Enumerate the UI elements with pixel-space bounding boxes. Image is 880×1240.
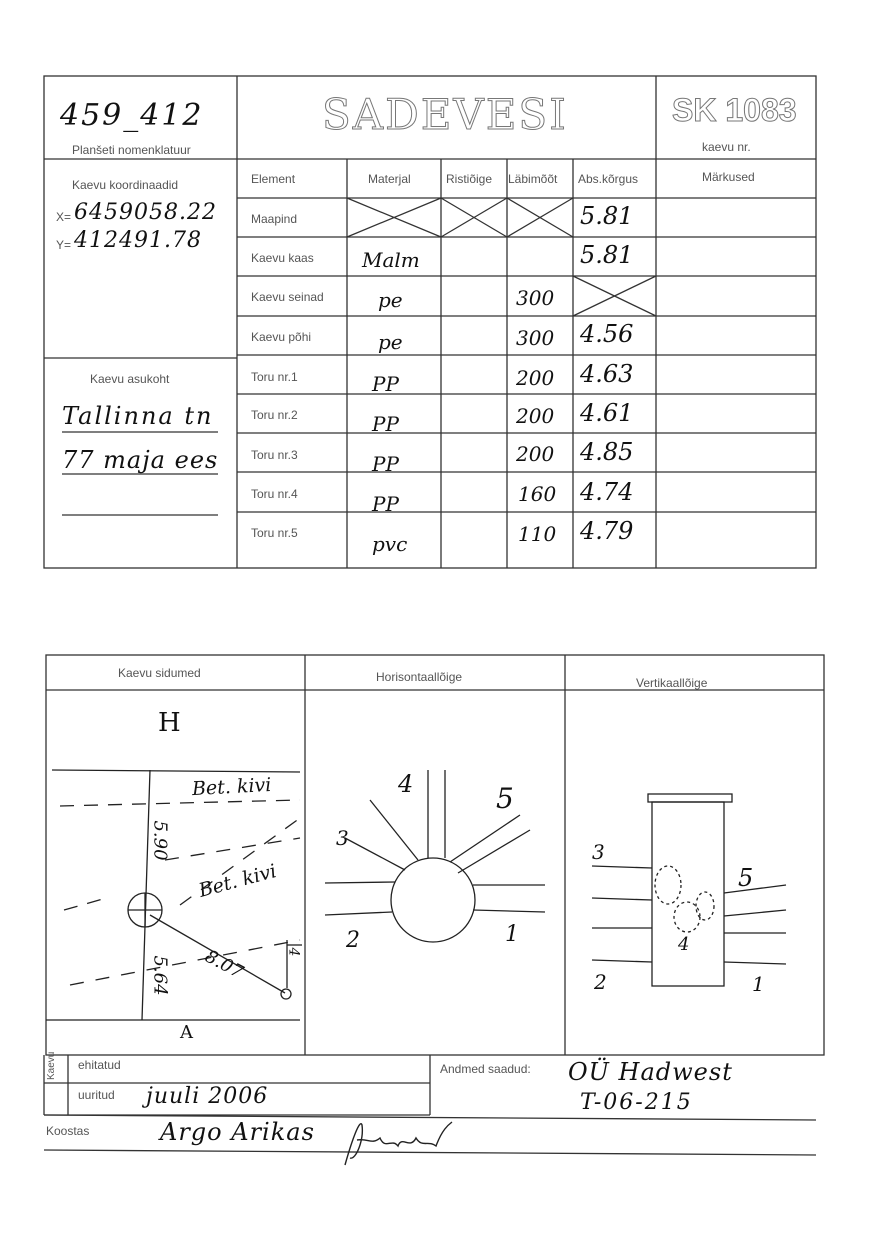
pipe-number-2: 2 xyxy=(594,970,607,994)
distance-up: 5.90 xyxy=(149,820,171,861)
page-title: SADEVESI xyxy=(322,90,568,139)
row-material-value: Malm xyxy=(362,248,420,272)
vertical-section-label: Vertikaallõige xyxy=(636,676,708,690)
col-header-diameter: Läbimõõt xyxy=(508,172,558,186)
row-height-value: 5.81 xyxy=(580,202,634,230)
location-line-1: Tallinna tn xyxy=(62,402,214,430)
row-material-value: PP xyxy=(372,492,399,516)
pipe-number-4: 4 xyxy=(678,934,690,955)
row-element-label: Toru nr.4 xyxy=(251,487,298,501)
pipe-number-1: 1 xyxy=(752,972,765,996)
horizontal-section-label: Horisontaallõige xyxy=(376,670,463,684)
surveyed-value: juuli 2006 xyxy=(146,1084,269,1109)
row-material-value: pe xyxy=(378,288,403,312)
distance-diagonal: 8.07 xyxy=(201,945,247,984)
row-diameter-value: 300 xyxy=(516,326,555,350)
vertical-sketch xyxy=(592,794,786,986)
pipe-number-4: 4 xyxy=(398,770,414,798)
data-source-company: OÜ Hadwest xyxy=(568,1058,733,1086)
y-prefix: Y= xyxy=(56,238,72,252)
row-material-value: pe xyxy=(378,330,403,354)
row-material-value: PP xyxy=(372,412,399,436)
x-coordinate-value: 6459058.22 xyxy=(74,200,217,225)
ties-section-label: Kaevu sidumed xyxy=(118,666,201,680)
y-coordinate-value: 412491.78 xyxy=(74,228,202,253)
pipe-number-5: 5 xyxy=(738,864,754,892)
row-material-value: PP xyxy=(372,372,399,396)
row-diameter-value: 200 xyxy=(516,366,555,390)
data-source-label: Andmed saadud: xyxy=(440,1062,531,1076)
row-diameter-value: 200 xyxy=(516,404,555,428)
built-label: ehitatud xyxy=(78,1058,121,1072)
row-height-value: 5.81 xyxy=(580,241,634,269)
col-header-element: Element xyxy=(251,172,296,186)
well-number-value: SK 1083 xyxy=(672,92,797,128)
pipe-number-2: 2 xyxy=(346,928,360,953)
row-height-value: 4.79 xyxy=(580,517,634,545)
row-material-value: PP xyxy=(372,452,399,476)
compiled-label: Koostas xyxy=(46,1124,90,1138)
row-material-value: pvc xyxy=(372,532,408,556)
col-header-height: Abs.kõrgus xyxy=(578,172,639,186)
surveyed-label: uuritud xyxy=(78,1088,115,1102)
pipe-number-3: 3 xyxy=(592,840,605,864)
row-height-value: 4.63 xyxy=(580,360,634,388)
pipe-number-5: 5 xyxy=(496,782,514,815)
row-height-value: 4.85 xyxy=(580,438,634,466)
row-element-label: Toru nr.5 xyxy=(251,526,298,540)
footer-side-label: Kaevu xyxy=(46,1051,57,1080)
row-height-value: 4.56 xyxy=(580,320,634,348)
row-diameter-value: 200 xyxy=(516,442,555,466)
row-element-label: Maapind xyxy=(251,212,298,226)
signature xyxy=(345,1122,452,1165)
row-diameter-value: 300 xyxy=(516,286,555,310)
col-header-notes: Märkused xyxy=(702,170,755,184)
row-element-label: Toru nr.1 xyxy=(251,370,298,384)
pipe-number-3: 3 xyxy=(336,826,349,850)
north-mark: H xyxy=(158,708,181,738)
row-element-label: Kaevu kaas xyxy=(251,251,314,265)
col-header-material: Materjal xyxy=(368,172,411,186)
location-label: Kaevu asukoht xyxy=(90,372,170,386)
row-height-value: 4.74 xyxy=(580,478,634,506)
pipe-number-1: 1 xyxy=(505,922,519,947)
row-element-label: Toru nr.3 xyxy=(251,448,298,462)
bottom-mark: A xyxy=(180,1022,193,1043)
stone-label-1: Bet. kivi xyxy=(191,773,272,801)
nomenclature-value: 459_412 xyxy=(60,98,204,133)
ties-sketch xyxy=(46,770,302,1020)
data-source-code: T-06-215 xyxy=(580,1090,693,1115)
stone-label-2: Bet. kivi xyxy=(196,860,279,902)
compiled-value: Argo Arikas xyxy=(160,1118,315,1146)
row-element-label: Kaevu põhi xyxy=(251,330,312,344)
row-diameter-value: 110 xyxy=(518,522,557,546)
location-line-2: 77 maja ees xyxy=(62,446,219,474)
col-header-cross: Ristiõige xyxy=(446,172,493,186)
nomenclature-label: Planšeti nomenklatuur xyxy=(72,143,191,157)
row-element-label: Toru nr.2 xyxy=(251,408,298,422)
corner-mark: 4 xyxy=(285,947,302,957)
row-element-label: Kaevu seinad xyxy=(251,290,324,304)
well-number-label: kaevu nr. xyxy=(702,140,751,154)
distance-down: 5.64 xyxy=(149,955,171,996)
row-height-value: 4.61 xyxy=(580,399,634,427)
row-diameter-value: 160 xyxy=(518,482,557,506)
x-prefix: X= xyxy=(56,210,72,224)
coordinates-label: Kaevu koordinaadid xyxy=(72,178,179,192)
